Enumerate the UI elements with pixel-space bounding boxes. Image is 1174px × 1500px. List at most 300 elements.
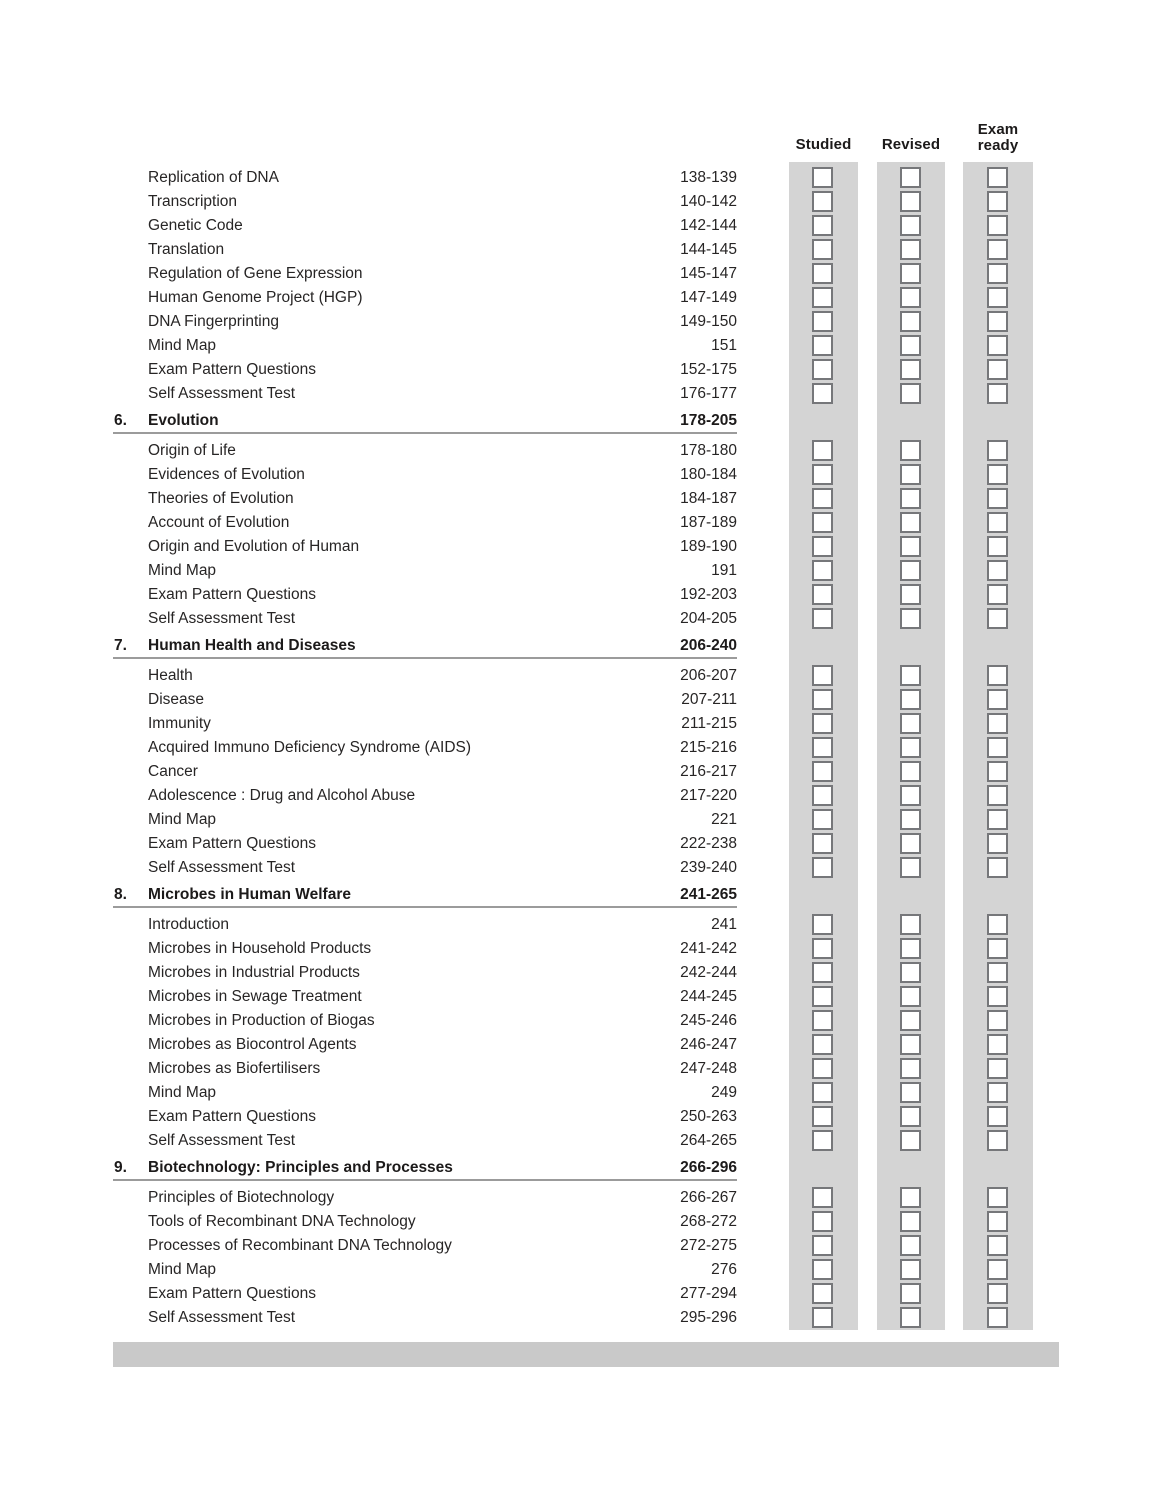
- toc-content: [113, 166, 1033, 1330]
- topic-page-range: 222-238: [680, 835, 737, 852]
- revised-checkbox[interactable]: [900, 1082, 921, 1103]
- footer-bar: [113, 1342, 1059, 1367]
- topic-label: Self Assessment Test: [148, 1309, 296, 1326]
- exam-ready-checkbox[interactable]: [987, 560, 1008, 581]
- toc-item: [113, 607, 737, 631]
- exam-ready-checkbox[interactable]: [987, 584, 1008, 605]
- topic-label: Processes of Recombinant DNA Technology: [148, 1237, 452, 1254]
- studied-checkbox[interactable]: [812, 215, 833, 236]
- studied-checkbox[interactable]: [812, 1106, 833, 1127]
- exam-ready-checkbox[interactable]: [987, 689, 1008, 710]
- studied-checkbox[interactable]: [812, 488, 833, 509]
- exam-ready-checkbox[interactable]: [987, 857, 1008, 878]
- topic-label: Evidences of Evolution: [148, 466, 305, 483]
- topic-page-range: 184-187: [680, 490, 737, 507]
- studied-checkbox[interactable]: [812, 1259, 833, 1280]
- topic-label: Self Assessment Test: [148, 385, 296, 402]
- topic-label: Theories of Evolution: [148, 490, 294, 507]
- studied-checkbox[interactable]: [812, 713, 833, 734]
- toc-item: [113, 583, 737, 607]
- section-title: Evolution: [148, 412, 219, 429]
- exam-ready-checkbox[interactable]: [987, 335, 1008, 356]
- revised-checkbox[interactable]: [900, 857, 921, 878]
- topic-label: Exam Pattern Questions: [148, 1108, 316, 1125]
- topic-page-range: 217-220: [680, 787, 737, 804]
- revised-checkbox[interactable]: [900, 287, 921, 308]
- exam-ready-checkbox[interactable]: [987, 833, 1008, 854]
- toc-section-header-row: [113, 635, 1033, 659]
- topic-label: Microbes as Biocontrol Agents: [148, 1036, 357, 1053]
- topic-page-range: 295-296: [680, 1309, 737, 1326]
- toc-item-row: [113, 607, 1033, 631]
- topic-label: Mind Map: [148, 1261, 217, 1278]
- revised-checkbox[interactable]: [900, 311, 921, 332]
- exam-ready-checkbox[interactable]: [987, 464, 1008, 485]
- topic-label: Acquired Immuno Deficiency Syndrome (AIDS): [148, 739, 472, 756]
- topic-label: Immunity: [148, 715, 211, 732]
- exam-ready-checkbox[interactable]: [987, 713, 1008, 734]
- topic-label: Exam Pattern Questions: [148, 1285, 316, 1302]
- toc-item: [113, 856, 737, 880]
- revised-checkbox[interactable]: [900, 191, 921, 212]
- topic-page-range: 176-177: [680, 385, 737, 402]
- revised-checkbox[interactable]: [900, 560, 921, 581]
- topic-label: Mind Map: [148, 1084, 217, 1101]
- toc-item: [113, 1258, 737, 1282]
- topic-page-range: 221: [711, 811, 737, 828]
- toc-item: [113, 463, 737, 487]
- studied-checkbox[interactable]: [812, 536, 833, 557]
- topic-page-range: 216-217: [680, 763, 737, 780]
- toc-item-row: [113, 1186, 1033, 1210]
- section-title: Biotechnology: Principles and Processes: [148, 1159, 453, 1176]
- topic-label: Self Assessment Test: [148, 859, 296, 876]
- topic-page-range: 187-189: [680, 514, 737, 531]
- toc-section-header: [113, 410, 737, 434]
- toc-item: [113, 1033, 737, 1057]
- exam-ready-checkbox[interactable]: [987, 239, 1008, 260]
- studied-checkbox[interactable]: [812, 809, 833, 830]
- studied-checkbox[interactable]: [812, 962, 833, 983]
- exam-ready-checkbox[interactable]: [987, 167, 1008, 188]
- revised-checkbox[interactable]: [900, 1235, 921, 1256]
- topic-label: Microbes in Sewage Treatment: [148, 988, 362, 1005]
- studied-checkbox[interactable]: [812, 359, 833, 380]
- topic-page-range: 145-147: [680, 265, 737, 282]
- exam-ready-checkbox[interactable]: [987, 191, 1008, 212]
- toc-item: [113, 736, 737, 760]
- section-page-range: 178-205: [680, 412, 737, 429]
- studied-checkbox[interactable]: [812, 938, 833, 959]
- exam-ready-checkbox[interactable]: [987, 737, 1008, 758]
- studied-checkbox[interactable]: [812, 383, 833, 404]
- topic-label: Self Assessment Test: [148, 1132, 296, 1149]
- topic-label: Microbes as Biofertilisers: [148, 1060, 321, 1077]
- toc-item: [113, 214, 737, 238]
- toc-item: [113, 913, 737, 937]
- toc-item-row: [113, 286, 1033, 310]
- topic-page-range: 140-142: [680, 193, 737, 210]
- topic-label: Tools of Recombinant DNA Technology: [148, 1213, 416, 1230]
- studied-checkbox[interactable]: [812, 239, 833, 260]
- topic-page-range: 241: [711, 916, 737, 933]
- toc-item-row: [113, 487, 1033, 511]
- topic-page-range: 189-190: [680, 538, 737, 555]
- toc-item: [113, 166, 737, 190]
- exam-ready-checkbox[interactable]: [987, 938, 1008, 959]
- exam-ready-checkbox[interactable]: [987, 785, 1008, 806]
- studied-checkbox[interactable]: [812, 857, 833, 878]
- revised-checkbox[interactable]: [900, 1259, 921, 1280]
- studied-checkbox[interactable]: [812, 584, 833, 605]
- exam-ready-checkbox[interactable]: [987, 914, 1008, 935]
- studied-checkbox[interactable]: [812, 689, 833, 710]
- topic-page-range: 191: [711, 562, 737, 579]
- studied-checkbox[interactable]: [812, 1034, 833, 1055]
- toc-item-row: [113, 463, 1033, 487]
- toc-item: [113, 286, 737, 310]
- topic-label: Mind Map: [148, 811, 217, 828]
- section-number: 8.: [114, 886, 127, 903]
- revised-checkbox[interactable]: [900, 464, 921, 485]
- toc-item: [113, 760, 737, 784]
- topic-page-range: 276: [711, 1261, 737, 1278]
- revised-checkbox[interactable]: [900, 1211, 921, 1232]
- revised-checkbox[interactable]: [900, 962, 921, 983]
- toc-item-row: [113, 937, 1033, 961]
- revised-checkbox[interactable]: [900, 833, 921, 854]
- topic-page-range: 204-205: [680, 610, 737, 627]
- revised-checkbox[interactable]: [900, 914, 921, 935]
- exam-ready-checkbox[interactable]: [987, 1211, 1008, 1232]
- exam-ready-checkbox[interactable]: [987, 1034, 1008, 1055]
- toc-item-row: [113, 1033, 1033, 1057]
- revised-checkbox[interactable]: [900, 1010, 921, 1031]
- toc-item: [113, 937, 737, 961]
- section-number: 6.: [114, 412, 127, 429]
- revised-checkbox[interactable]: [900, 938, 921, 959]
- topic-page-range: 192-203: [680, 586, 737, 603]
- exam-ready-checkbox[interactable]: [987, 1082, 1008, 1103]
- revised-checkbox[interactable]: [900, 359, 921, 380]
- topic-page-range: 149-150: [680, 313, 737, 330]
- toc-item-row: [113, 1057, 1033, 1081]
- studied-checkbox[interactable]: [812, 560, 833, 581]
- topic-page-range: 277-294: [680, 1285, 737, 1302]
- toc-item: [113, 190, 737, 214]
- topic-label: Health: [148, 667, 193, 684]
- toc-item-row: [113, 856, 1033, 880]
- topic-label: Introduction: [148, 916, 229, 933]
- studied-checkbox[interactable]: [812, 167, 833, 188]
- section-page-range: 241-265: [680, 886, 737, 903]
- topic-page-range: 239-240: [680, 859, 737, 876]
- toc-section-header: [113, 1157, 737, 1181]
- topic-label: Disease: [148, 691, 204, 708]
- revised-checkbox[interactable]: [900, 488, 921, 509]
- revised-checkbox[interactable]: [900, 1187, 921, 1208]
- exam-ready-checkbox[interactable]: [987, 1307, 1008, 1328]
- revised-checkbox[interactable]: [900, 785, 921, 806]
- toc-item: [113, 559, 737, 583]
- topic-label: Regulation of Gene Expression: [148, 265, 363, 282]
- section-number: 7.: [114, 637, 127, 654]
- revised-checkbox[interactable]: [900, 737, 921, 758]
- revised-checkbox[interactable]: [900, 440, 921, 461]
- topic-page-range: 249: [711, 1084, 737, 1101]
- toc-item-row: [113, 1009, 1033, 1033]
- topic-label: Mind Map: [148, 562, 217, 579]
- exam-ready-checkbox[interactable]: [987, 1283, 1008, 1304]
- revised-checkbox[interactable]: [900, 239, 921, 260]
- exam-ready-checkbox[interactable]: [987, 263, 1008, 284]
- exam-ready-checkbox[interactable]: [987, 1235, 1008, 1256]
- toc-item: [113, 664, 737, 688]
- toc-item: [113, 382, 737, 406]
- studied-checkbox[interactable]: [812, 1235, 833, 1256]
- studied-checkbox[interactable]: [812, 1010, 833, 1031]
- exam-ready-checkbox[interactable]: [987, 665, 1008, 686]
- toc-item-row: [113, 358, 1033, 382]
- toc-item: [113, 1306, 737, 1330]
- topic-page-range: 268-272: [680, 1213, 737, 1230]
- topic-label: Exam Pattern Questions: [148, 361, 316, 378]
- toc-item-row: [113, 310, 1033, 334]
- topic-page-range: 142-144: [680, 217, 737, 234]
- toc-item-row: [113, 439, 1033, 463]
- exam-ready-header-line1: Exam: [977, 121, 1019, 138]
- revised-checkbox[interactable]: [900, 167, 921, 188]
- studied-checkbox[interactable]: [812, 986, 833, 1007]
- studied-checkbox[interactable]: [812, 785, 833, 806]
- topic-page-range: 138-139: [680, 169, 737, 186]
- toc-item-row: [113, 808, 1033, 832]
- topic-label: Translation: [148, 241, 225, 258]
- toc-section-header-row: [113, 410, 1033, 434]
- studied-checkbox[interactable]: [812, 464, 833, 485]
- exam-ready-checkbox[interactable]: [987, 359, 1008, 380]
- topic-label: Microbes in Industrial Products: [148, 964, 360, 981]
- topic-page-range: 242-244: [680, 964, 737, 981]
- exam-ready-checkbox[interactable]: [987, 215, 1008, 236]
- toc-item-row: [113, 1081, 1033, 1105]
- toc-item-row: [113, 1129, 1033, 1153]
- toc-section-header: [113, 884, 737, 908]
- studied-checkbox[interactable]: [812, 311, 833, 332]
- toc-item: [113, 985, 737, 1009]
- toc-item: [113, 961, 737, 985]
- toc-item: [113, 1105, 737, 1129]
- topic-page-range: 211-215: [681, 715, 737, 732]
- topic-label: Principles of Biotechnology: [148, 1189, 335, 1206]
- revised-checkbox[interactable]: [900, 713, 921, 734]
- revised-checkbox[interactable]: [900, 383, 921, 404]
- revised-checkbox[interactable]: [900, 665, 921, 686]
- toc-item: [113, 358, 737, 382]
- revised-checkbox[interactable]: [900, 1130, 921, 1151]
- toc-item-row: [113, 961, 1033, 985]
- section-number: 9.: [114, 1159, 127, 1176]
- toc-item: [113, 262, 737, 286]
- exam-ready-column-header: [963, 122, 1033, 154]
- topic-label: Transcription: [148, 193, 238, 210]
- toc-item-row: [113, 334, 1033, 358]
- topic-label: Mind Map: [148, 337, 217, 354]
- revised-checkbox[interactable]: [900, 584, 921, 605]
- toc-item-row: [113, 559, 1033, 583]
- toc-section-header: [113, 635, 737, 659]
- topic-page-range: 151: [711, 337, 737, 354]
- revised-checkbox[interactable]: [900, 1307, 921, 1328]
- revised-checkbox[interactable]: [900, 1283, 921, 1304]
- topic-page-range: 244-245: [680, 988, 737, 1005]
- toc-item-row: [113, 382, 1033, 406]
- revised-checkbox[interactable]: [900, 689, 921, 710]
- revised-checkbox[interactable]: [900, 761, 921, 782]
- toc-item-row: [113, 832, 1033, 856]
- topic-label: Microbes in Household Products: [148, 940, 372, 957]
- toc-item: [113, 1234, 737, 1258]
- revised-column-header: Revised: [881, 136, 941, 153]
- toc-item: [113, 334, 737, 358]
- exam-ready-checkbox[interactable]: [987, 488, 1008, 509]
- topic-page-range: 206-207: [680, 667, 737, 684]
- toc-item-row: [113, 985, 1033, 1009]
- exam-ready-checkbox[interactable]: [987, 1010, 1008, 1031]
- exam-ready-checkbox[interactable]: [987, 383, 1008, 404]
- studied-checkbox[interactable]: [812, 761, 833, 782]
- revised-checkbox[interactable]: [900, 512, 921, 533]
- studied-checkbox[interactable]: [812, 1211, 833, 1232]
- toc-item-row: [113, 166, 1033, 190]
- studied-column-header: Studied: [795, 136, 852, 153]
- exam-ready-checkbox[interactable]: [987, 1130, 1008, 1151]
- toc-item: [113, 310, 737, 334]
- studied-checkbox[interactable]: [812, 440, 833, 461]
- studied-checkbox[interactable]: [812, 1058, 833, 1079]
- toc-item: [113, 1057, 737, 1081]
- toc-item-row: [113, 1105, 1033, 1129]
- toc-item-row: [113, 712, 1033, 736]
- topic-page-range: 264-265: [680, 1132, 737, 1149]
- topic-label: Microbes in Production of Biogas: [148, 1012, 375, 1029]
- toc-item-row: [113, 535, 1033, 559]
- toc-item: [113, 238, 737, 262]
- exam-ready-checkbox[interactable]: [987, 1259, 1008, 1280]
- exam-ready-checkbox[interactable]: [987, 512, 1008, 533]
- toc-item: [113, 535, 737, 559]
- revised-checkbox[interactable]: [900, 335, 921, 356]
- section-title: Microbes in Human Welfare: [148, 886, 351, 903]
- studied-checkbox[interactable]: [812, 335, 833, 356]
- topic-page-range: 250-263: [680, 1108, 737, 1125]
- topic-page-range: 152-175: [680, 361, 737, 378]
- toc-item-row: [113, 1282, 1033, 1306]
- topic-label: Account of Evolution: [148, 514, 290, 531]
- exam-ready-checkbox[interactable]: [987, 1058, 1008, 1079]
- revised-checkbox[interactable]: [900, 608, 921, 629]
- toc-item: [113, 688, 737, 712]
- exam-ready-checkbox[interactable]: [987, 986, 1008, 1007]
- studied-checkbox[interactable]: [812, 737, 833, 758]
- topic-page-range: 147-149: [680, 289, 737, 306]
- section-page-range: 206-240: [680, 637, 737, 654]
- toc-item-row: [113, 760, 1033, 784]
- studied-checkbox[interactable]: [812, 914, 833, 935]
- studied-checkbox[interactable]: [812, 833, 833, 854]
- exam-ready-checkbox[interactable]: [987, 440, 1008, 461]
- studied-checkbox[interactable]: [812, 1283, 833, 1304]
- topic-page-range: 207-211: [681, 691, 737, 708]
- section-title: Human Health and Diseases: [148, 637, 356, 654]
- revised-checkbox[interactable]: [900, 1034, 921, 1055]
- revised-checkbox[interactable]: [900, 215, 921, 236]
- toc-section-header-row: [113, 1157, 1033, 1181]
- studied-checkbox[interactable]: [812, 512, 833, 533]
- exam-ready-checkbox[interactable]: [987, 1187, 1008, 1208]
- toc-item: [113, 1210, 737, 1234]
- exam-ready-checkbox[interactable]: [987, 287, 1008, 308]
- revised-checkbox[interactable]: [900, 263, 921, 284]
- topic-label: Origin of Life: [148, 442, 236, 459]
- studied-checkbox[interactable]: [812, 1307, 833, 1328]
- exam-ready-checkbox[interactable]: [987, 608, 1008, 629]
- toc-item: [113, 808, 737, 832]
- topic-label: Self Assessment Test: [148, 610, 296, 627]
- topic-label: Adolescence : Drug and Alcohol Abuse: [148, 787, 416, 804]
- toc-item: [113, 784, 737, 808]
- topic-label: Human Genome Project (HGP): [148, 289, 363, 306]
- topic-label: Exam Pattern Questions: [148, 586, 316, 603]
- toc-item-row: [113, 1234, 1033, 1258]
- studied-checkbox[interactable]: [812, 1130, 833, 1151]
- exam-ready-checkbox[interactable]: [987, 1106, 1008, 1127]
- toc-item: [113, 1081, 737, 1105]
- studied-checkbox[interactable]: [812, 608, 833, 629]
- exam-ready-checkbox[interactable]: [987, 761, 1008, 782]
- studied-checkbox[interactable]: [812, 263, 833, 284]
- topic-label: Cancer: [148, 763, 198, 780]
- studied-checkbox[interactable]: [812, 287, 833, 308]
- studied-checkbox[interactable]: [812, 665, 833, 686]
- revised-checkbox[interactable]: [900, 809, 921, 830]
- topic-label: Replication of DNA: [148, 169, 279, 186]
- exam-ready-checkbox[interactable]: [987, 809, 1008, 830]
- toc-item: [113, 712, 737, 736]
- revised-checkbox[interactable]: [900, 986, 921, 1007]
- exam-ready-checkbox[interactable]: [987, 536, 1008, 557]
- studied-checkbox[interactable]: [812, 191, 833, 212]
- toc-item: [113, 511, 737, 535]
- topic-page-range: 144-145: [680, 241, 737, 258]
- toc-item-row: [113, 511, 1033, 535]
- revised-checkbox[interactable]: [900, 1106, 921, 1127]
- toc-item-row: [113, 1210, 1033, 1234]
- studied-checkbox[interactable]: [812, 1187, 833, 1208]
- studied-checkbox[interactable]: [812, 1082, 833, 1103]
- toc-section-header-row: [113, 884, 1033, 908]
- revised-checkbox[interactable]: [900, 536, 921, 557]
- topic-page-range: 215-216: [680, 739, 737, 756]
- toc-item-row: [113, 736, 1033, 760]
- toc-item-row: [113, 664, 1033, 688]
- exam-ready-checkbox[interactable]: [987, 962, 1008, 983]
- topic-label: Origin and Evolution of Human: [148, 538, 360, 555]
- exam-ready-header-line2: ready: [977, 137, 1019, 154]
- exam-ready-checkbox[interactable]: [987, 311, 1008, 332]
- revised-checkbox[interactable]: [900, 1058, 921, 1079]
- topic-page-range: 178-180: [680, 442, 737, 459]
